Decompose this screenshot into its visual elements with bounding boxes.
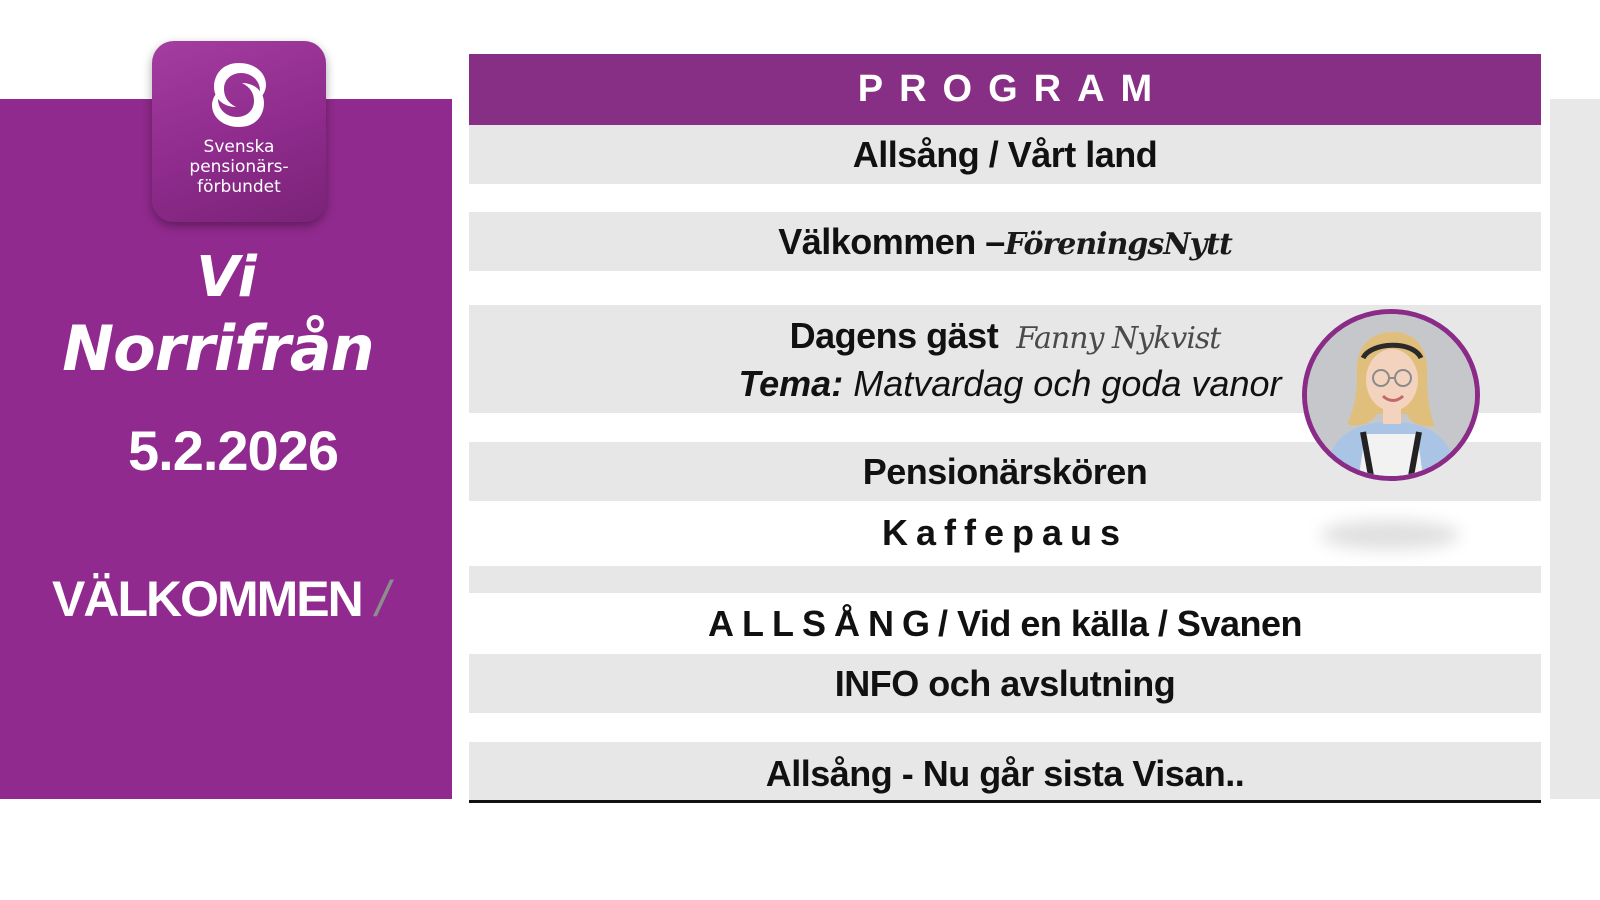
program-row-8 xyxy=(469,742,1541,800)
program-row-8-text: Allsång - Nu går sista Visan.. xyxy=(765,753,1245,794)
program-row-3-text: Dagens gäst xyxy=(789,315,999,356)
foreningsnytt-script: FöreningsNytt xyxy=(1004,227,1232,262)
program-row-5-text: Kaffepaus xyxy=(881,512,1129,553)
title-line1: Vi xyxy=(196,245,256,310)
program-row-6-text: / Vid en källa / Svanen xyxy=(937,603,1302,644)
program-bottom-line xyxy=(469,800,1541,803)
title-line2: Norrifrån xyxy=(62,312,374,385)
program-row-1 xyxy=(469,125,1541,184)
program-row-1-text: Allsång / Vårt land xyxy=(852,134,1158,175)
tema-value: Matvardag och goda vanor xyxy=(843,363,1282,404)
guest-name-script: Fanny Nykvist xyxy=(1016,321,1221,356)
program-row-7-text: INFO och avslutning xyxy=(834,663,1176,704)
photo-shadow xyxy=(1320,520,1460,550)
welcome-slash: / xyxy=(375,571,388,627)
spf-swirl-icon xyxy=(208,59,270,131)
logo-text-line3: förbundet xyxy=(197,177,281,197)
program-row-6-allsang: ALLSÅNG xyxy=(707,603,938,644)
program-row-2 xyxy=(469,212,1541,271)
spf-logo xyxy=(152,41,326,222)
tema-label: Tema: xyxy=(738,363,844,404)
program-header: PROGRAM xyxy=(469,54,1541,125)
logo-text-line1: Svenska xyxy=(203,137,275,157)
welcome-label: VÄLKOMMEN xyxy=(52,571,362,627)
guest-portrait-icon xyxy=(1307,314,1475,476)
event-date: 5.2.2026 xyxy=(128,419,338,482)
guest-photo xyxy=(1302,309,1480,481)
welcome-text xyxy=(52,570,388,628)
right-strip xyxy=(1550,99,1600,799)
program-separator xyxy=(469,566,1541,593)
program-row-7 xyxy=(469,654,1541,713)
logo-text-line2: pensionärs- xyxy=(189,157,289,177)
program-row-6 xyxy=(469,594,1541,653)
program-row-2-text: Välkommen – xyxy=(778,221,1005,262)
program-row-4-text: Pensionärskören xyxy=(862,451,1148,492)
